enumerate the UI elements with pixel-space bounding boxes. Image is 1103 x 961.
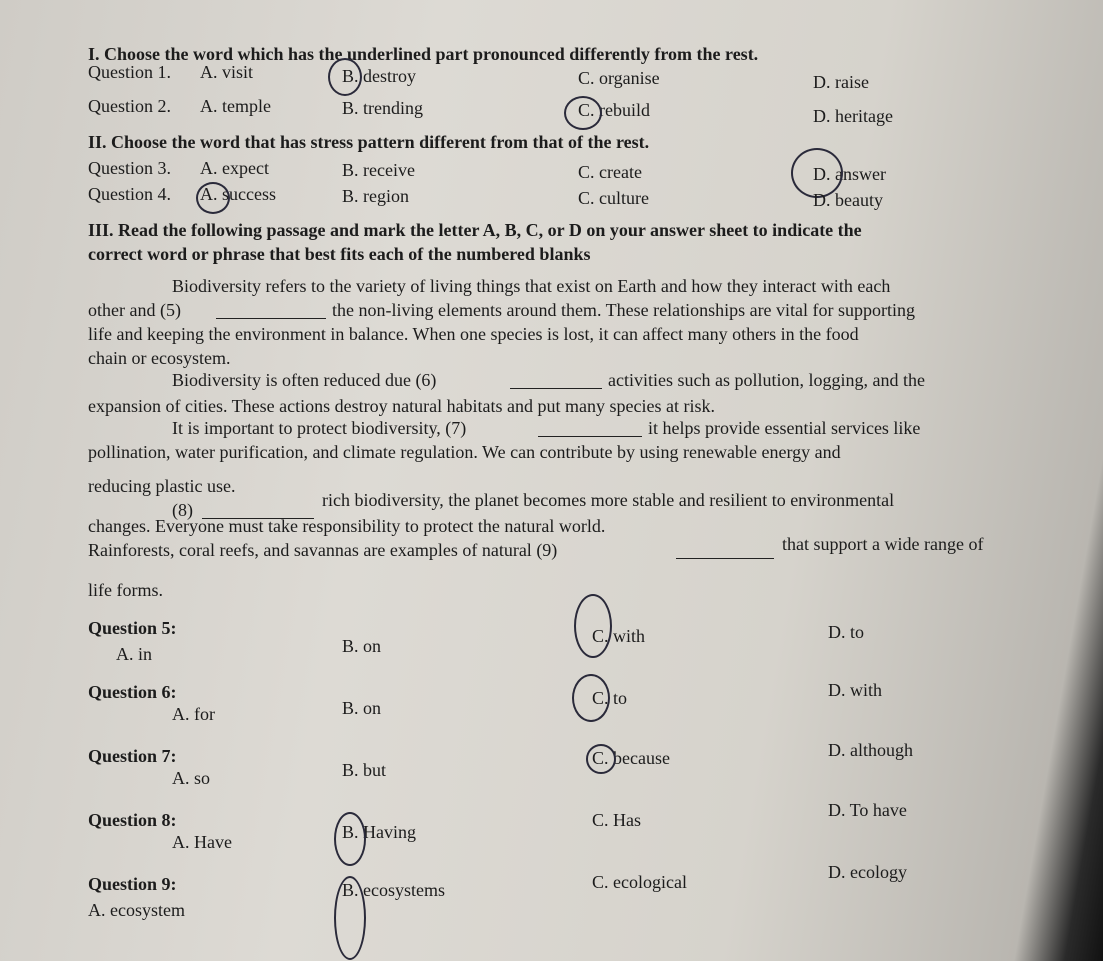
section3-heading-line2: correct word or phrase that best fits each of the numbered blanks (88, 244, 591, 264)
q1-answer-circle (328, 58, 362, 96)
blank-6 (510, 388, 602, 389)
passage-line-7a: It is important to protect biodiversity, (7) (172, 418, 467, 438)
blank-7 (538, 436, 642, 437)
passage-line-9: reducing plastic use. (88, 476, 236, 496)
passage-line-10a: (8) (172, 500, 193, 520)
q6-option-d: D. with (828, 680, 882, 700)
q3-option-d: D. answer (813, 164, 886, 184)
q1-option-c: C. organise (578, 68, 660, 88)
q2-label: Question 2. (88, 96, 171, 116)
q6-option-a: A. for (172, 704, 215, 724)
q9-option-d: D. ecology (828, 862, 907, 882)
q4-option-d: D. beauty (813, 190, 883, 210)
passage-line-2a: other and (5) (88, 300, 181, 320)
q5-option-c: C. with (592, 626, 646, 646)
q7-answer-circle (586, 744, 616, 774)
q9-option-c: C. ecological (592, 872, 687, 892)
q5-answer-circle (574, 594, 612, 658)
section2-heading: II. Choose the word that has stress pattern different from that of the rest. (88, 132, 650, 152)
q9-answer-circle (334, 876, 366, 960)
q7-option-b: B. but (342, 760, 387, 780)
q2-answer-circle (564, 96, 602, 130)
q7-option-d: D. although (828, 740, 913, 760)
passage-line-10b: rich biodiversity, the planet becomes more stable and resilient to environmental (322, 490, 895, 510)
q7-option-a: A. so (172, 768, 211, 788)
q6-option-c: C. to (592, 688, 628, 708)
q8-option-d: D. To have (828, 800, 907, 820)
section1-heading: I. Choose the word which has the underlined part pronounced differently from the rest. (88, 44, 759, 64)
q1-label: Question 1. (88, 62, 171, 82)
passage-line-4: chain or ecosystem. (88, 348, 231, 368)
passage-line-6: expansion of cities. These actions destroy natural habitats and put many species at risk. (88, 396, 716, 416)
q4-option-c: C. culture (578, 188, 649, 208)
blank-9 (676, 558, 774, 559)
passage-line-11: changes. Everyone must take responsibility to protect the natural world. (88, 516, 606, 536)
q3-option-b: B. receive (342, 160, 415, 180)
q9-label: Question 9: (88, 874, 177, 894)
q6-label: Question 6: (88, 682, 177, 702)
q8-answer-circle (334, 812, 366, 866)
passage-line-12a: Rainforests, coral reefs, and savannas are examples of natural (9) (88, 540, 558, 560)
q2-option-c: C. rebuild (578, 100, 650, 120)
passage-line-8: pollination, water purification, and climate regulation. We can contribute by using renewable energy and (88, 442, 841, 462)
q5-label: Question 5: (88, 618, 177, 638)
q9-option-b: B. ecosystems (342, 880, 445, 900)
passage-line-2b: the non-living elements around them. These relationships are vital for supporting (332, 300, 916, 320)
q5-option-a: A. in (116, 644, 152, 664)
q9-option-a: A. ecosystem (88, 900, 185, 920)
passage-line-3: life and keeping the environment in balance. When one species is lost, it can affect many others in the food (88, 324, 859, 344)
q4-option-b: B. region (342, 186, 409, 206)
q8-option-a: A. Have (172, 832, 232, 852)
q1-option-b: B. destroy (342, 66, 416, 86)
passage-line-5a: Biodiversity is often reduced due (6) (172, 370, 437, 390)
q2-option-d: D. heritage (813, 106, 893, 126)
q1-option-a: A. visit (200, 62, 254, 82)
q5-option-b: B. on (342, 636, 382, 656)
q4-label: Question 4. (88, 184, 171, 204)
q8-option-c: C. Has (592, 810, 641, 830)
passage-line-1: Biodiversity refers to the variety of living things that exist on Earth and how they interact with each (172, 276, 891, 296)
q6-answer-circle (572, 674, 610, 722)
q4-option-a: A. success (200, 184, 276, 204)
q2-option-a: A. temple (200, 96, 271, 116)
q2-option-b: B. trending (342, 98, 423, 118)
blank-5 (216, 318, 326, 319)
q7-label: Question 7: (88, 746, 177, 766)
passage-line-13: life forms. (88, 580, 163, 600)
q1-option-d: D. raise (813, 72, 869, 92)
q7-option-c: C. because (592, 748, 670, 768)
q6-option-b: B. on (342, 698, 382, 718)
passage-line-7b: it helps provide essential services like (648, 418, 921, 438)
passage-line-5b: activities such as pollution, logging, and the (608, 370, 925, 390)
section3-heading-line1: III. Read the following passage and mark the letter A, B, C, or D on your answer sheet to indicate the (88, 220, 862, 240)
q3-option-a: A. expect (200, 158, 269, 178)
q5-option-d: D. to (828, 622, 864, 642)
q3-label: Question 3. (88, 158, 171, 178)
passage-line-12b: that support a wide range of (782, 534, 984, 554)
q4-answer-circle (196, 182, 230, 214)
q3-option-c: C. create (578, 162, 642, 182)
q8-option-b: B. Having (342, 822, 416, 842)
q8-label: Question 8: (88, 810, 177, 830)
